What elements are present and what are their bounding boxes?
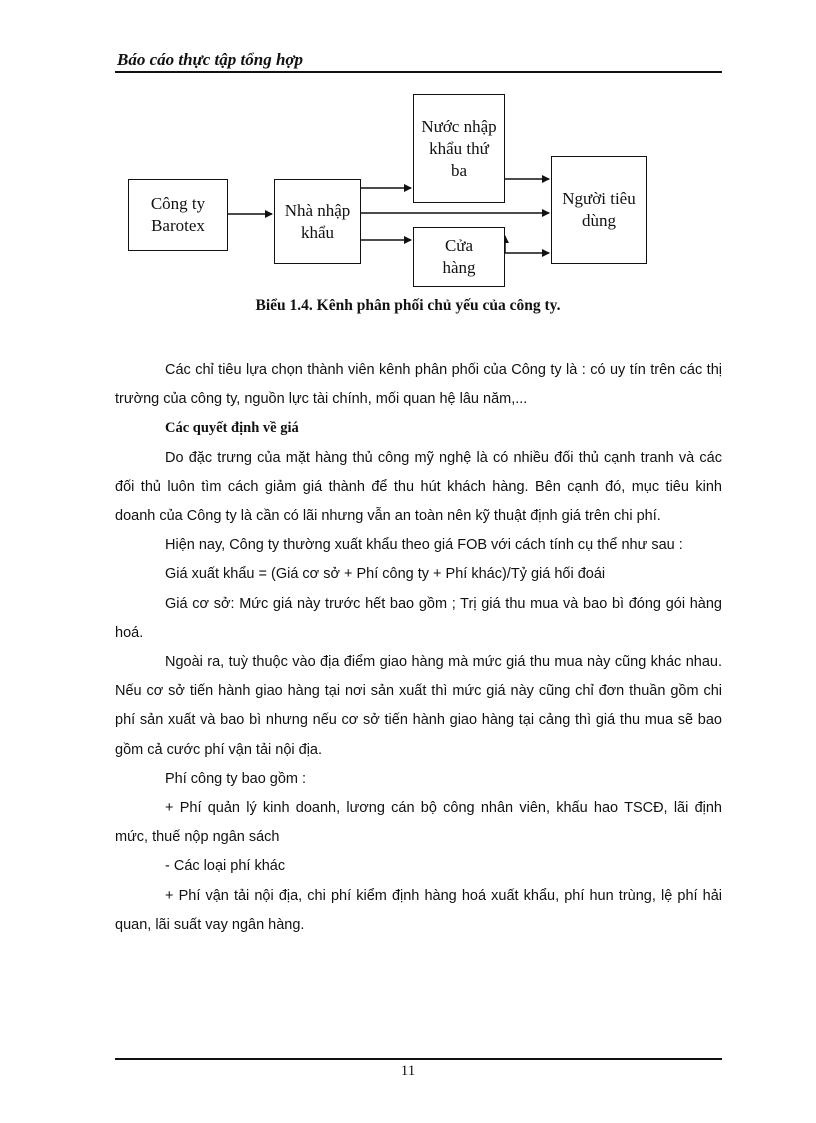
- list-item: + Phí quản lý kinh doanh, lương cán bộ công nhân viên, khấu hao TSCĐ, lãi định mức, thuế nộp ngân sách: [115, 800, 722, 846]
- page-number: 11: [400, 1063, 416, 1079]
- diagram-arrows: [0, 0, 816, 300]
- list-item: + Phí vận tải nội địa, chi phí kiểm định hàng hoá xuất khẩu, phí hun trùng, lệ phí hải quan, lãi suất vay ngân hàng.: [115, 887, 722, 933]
- box-store: Cửa hàng: [413, 227, 505, 287]
- formula-line: Giá xuất khẩu = (Giá cơ sở + Phí công ty + Phí khác)/Tỷ giá hối đoái: [165, 566, 606, 583]
- list-item: - Các loại phí khác: [165, 858, 286, 875]
- paragraph: Các chỉ tiêu lựa chọn thành viên kênh phân phối của Công ty là : có uy tín trên các thị trường của công ty, nguồn lực tài chính, mối quan hệ lâu năm,...: [115, 362, 722, 408]
- paragraph: Phí công ty bao gồm :: [165, 770, 307, 787]
- paragraph: Ngoài ra, tuỳ thuộc vào địa điểm giao hàng mà mức giá thu mua này cũng khác nhau. Nếu cơ sở tiến hành giao hàng tại nơi sản xuất thì mức giá này cũng chỉ đơn thuần gồm chi phí sản xuất và bao bì nhưng nếu cơ sở tiến hành giao hàng tại cảng thì giá thu mua sẽ bao gồm cả cước phí vận tải nội địa.: [115, 654, 722, 758]
- page-header-title: Báo cáo thực tập tổng hợp: [117, 50, 304, 69]
- box-consumer: Người tiêu dùng: [551, 156, 647, 264]
- body-text: [115, 356, 722, 940]
- paragraph: Giá cơ sở: Mức giá này trước hết bao gồm ; Trị giá thu mua và bao bì đóng gói hàng hoá.: [115, 595, 722, 641]
- box-company: Công ty Barotex: [128, 179, 228, 251]
- distribution-channel-diagram: [0, 0, 816, 300]
- diagram-caption: Biểu 1.4. Kênh phân phối chủ yếu của công ty.: [255, 297, 561, 314]
- box-third-country: Nước nhập khẩu thứ ba: [413, 94, 505, 203]
- paragraph: Hiện nay, Công ty thường xuất khẩu theo giá FOB với cách tính cụ thể như sau :: [165, 537, 683, 554]
- footer-rule: [115, 1058, 722, 1060]
- section-heading: Các quyết định về giá: [165, 420, 299, 437]
- paragraph: Do đặc trưng của mặt hàng thủ công mỹ nghệ là có nhiều đối thủ cạnh tranh và các đối thủ luôn tìm cách giảm giá thành để thu hút khách hàng. Bên cạnh đó, mục tiêu kinh doanh của Công ty là cần có lãi nhưng vẫn an toàn nên kỹ thuật định giá trên chi phí.: [115, 449, 722, 525]
- box-importer: Nhà nhập khẩu: [274, 179, 361, 264]
